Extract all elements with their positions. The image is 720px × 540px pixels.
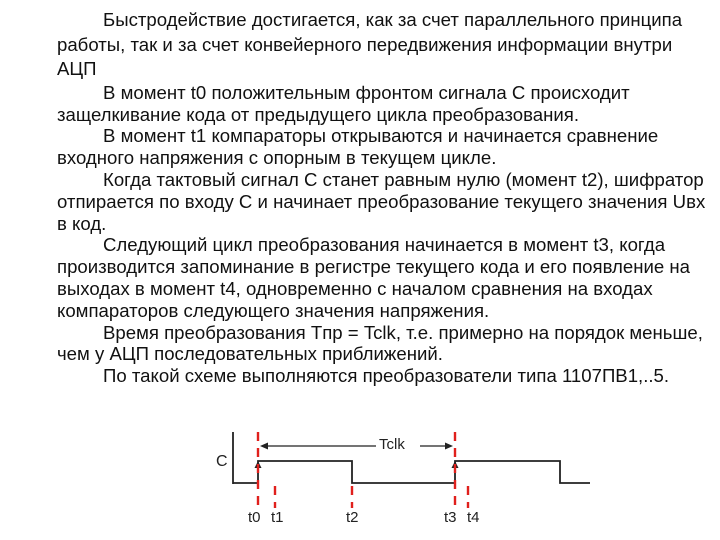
time-label-t4: t4 xyxy=(467,509,480,526)
clock-waveform xyxy=(233,461,590,483)
time-label-t3: t3 xyxy=(444,509,457,526)
period-arrow-right-icon xyxy=(445,443,453,450)
time-markers xyxy=(258,432,468,508)
time-label-t1: t1 xyxy=(271,509,284,526)
paragraph-5: Следующий цикл преобразования начинается в момент t3, когда производится запоминание в регистре текущего кода и его появление на выходах в момент t4, одновременно с началом сравнения на входах компараторов следующего значения напряжения. xyxy=(57,234,691,321)
paragraph-1: Быстродействие достигается, как за счет параллельного принципа работы, так и за счет конвейерного передвижения информации внутри АЦП xyxy=(57,9,683,80)
paragraph-4: Когда тактовый сигнал С станет равным нулю (момент t2), шифратор отпирается по входу С и начинает преобразование текущего значения Uвх в код. xyxy=(57,168,706,234)
time-label-t0: t0 xyxy=(248,509,261,526)
paragraph-3: В момент t1 компараторы открываются и начинается сравнение входного напряжения с опорным в текущем цикле. xyxy=(57,125,659,169)
paragraph-7: По такой схеме выполняются преобразователи типа 1107ПВ1,..5. xyxy=(103,365,670,387)
period-arrow-left-icon xyxy=(260,443,268,450)
paragraph-2: В момент t0 положительным фронтом сигнала С происходит защелкивание кода от предыдущего цикла преобразования. xyxy=(57,81,630,125)
period-label-tclk: Tclk xyxy=(379,436,405,453)
time-label-t2: t2 xyxy=(346,509,359,526)
signal-label-c: C xyxy=(216,453,228,470)
paragraph-6: Время преобразования Tпр = Tclk, т.е. примерно на порядок меньше, чем у АЦП последовательных приближений. xyxy=(57,321,703,365)
